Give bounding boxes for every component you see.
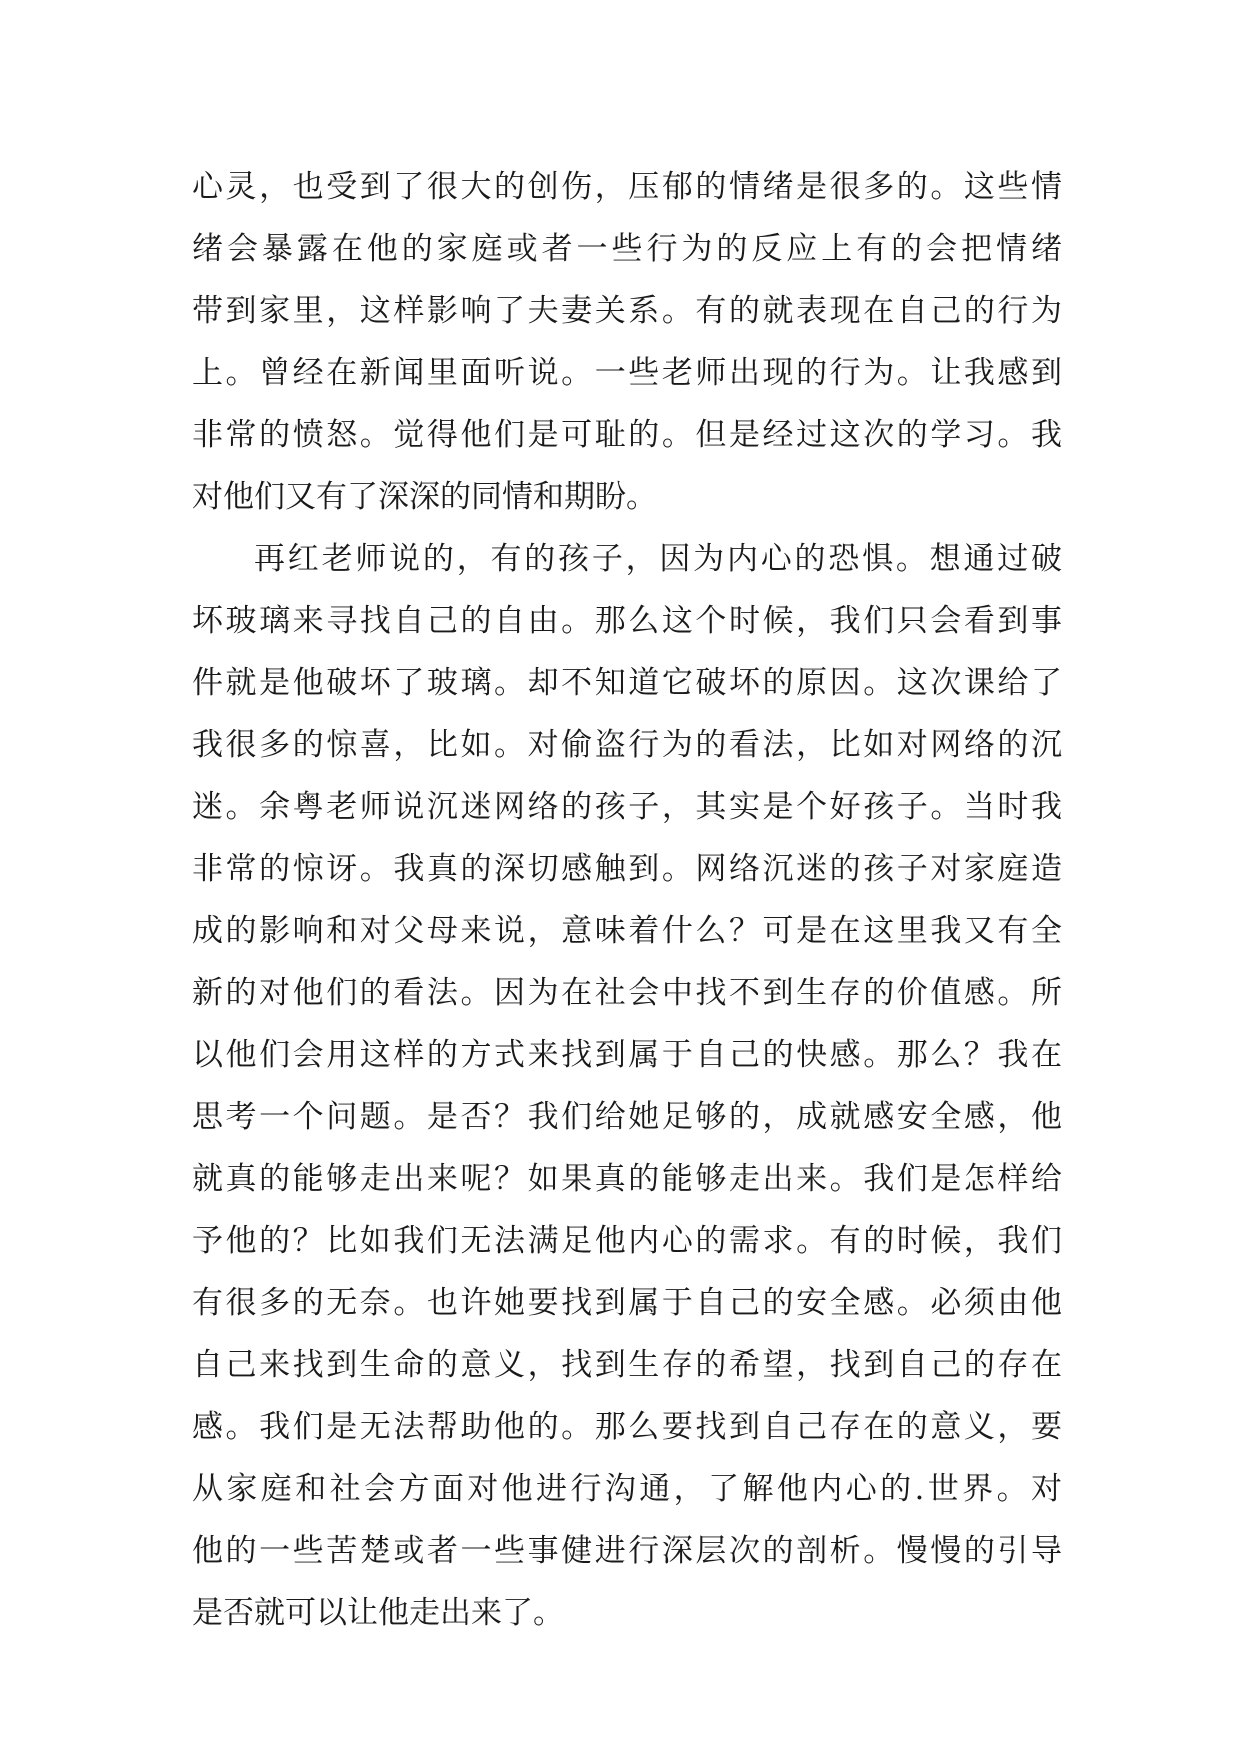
text-line: 绪会暴露在他的家庭或者一些行为的反应上有的会把情绪 [192,231,1062,267]
text-line: 思考一个问题。是否？我们给她足够的，成就感安全感，他 [192,1099,1062,1135]
text-line: 非常的愤怒。觉得他们是可耻的。但是经过这次的学习。我 [192,417,1062,453]
text-line: 再红老师说的，有的孩子，因为内心的恐惧。想通过破 [254,541,1062,577]
text-line: 件就是他破坏了玻璃。却不知道它破坏的原因。这次课给了 [192,665,1062,701]
text-line: 心灵，也受到了很大的创伤，压郁的情绪是很多的。这些情 [192,169,1062,205]
paragraph-2 [192,528,1062,1644]
text-line: 从家庭和社会方面对他进行沟通，了解他内心的.世界。对 [192,1471,1062,1507]
text-line: 是否就可以让他走出来了。 [192,1595,564,1631]
text-line: 上。曾经在新闻里面听说。一些老师出现的行为。让我感到 [192,355,1062,391]
text-line: 成的影响和对父母来说，意味着什么？可是在这里我又有全 [192,913,1062,949]
document-body [192,156,1062,1644]
paragraph-1 [192,156,1062,528]
text-line: 新的对他们的看法。因为在社会中找不到生存的价值感。所 [192,975,1062,1011]
text-line: 他的一些苦楚或者一些事健进行深层次的剖析。慢慢的引导 [192,1533,1062,1569]
text-line: 带到家里，这样影响了夫妻关系。有的就表现在自己的行为 [192,293,1062,329]
text-line: 有很多的无奈。也许她要找到属于自己的安全感。必须由他 [192,1285,1062,1321]
text-line: 自己来找到生命的意义，找到生存的希望，找到自己的存在 [192,1347,1062,1383]
text-line: 我很多的惊喜，比如。对偷盗行为的看法，比如对网络的沉 [192,727,1062,763]
text-line: 对他们又有了深深的同情和期盼。 [192,479,657,515]
text-line: 以他们会用这样的方式来找到属于自己的快感。那么？我在 [192,1037,1062,1073]
text-line: 坏玻璃来寻找自己的自由。那么这个时候，我们只会看到事 [192,603,1062,639]
text-line: 感。我们是无法帮助他的。那么要找到自己存在的意义，要 [192,1409,1062,1445]
text-line: 予他的？比如我们无法满足他内心的需求。有的时候，我们 [192,1223,1062,1259]
text-line: 非常的惊讶。我真的深切感触到。网络沉迷的孩子对家庭造 [192,851,1062,887]
text-line: 迷。余粤老师说沉迷网络的孩子，其实是个好孩子。当时我 [192,789,1062,825]
text-line: 就真的能够走出来呢？如果真的能够走出来。我们是怎样给 [192,1161,1062,1197]
